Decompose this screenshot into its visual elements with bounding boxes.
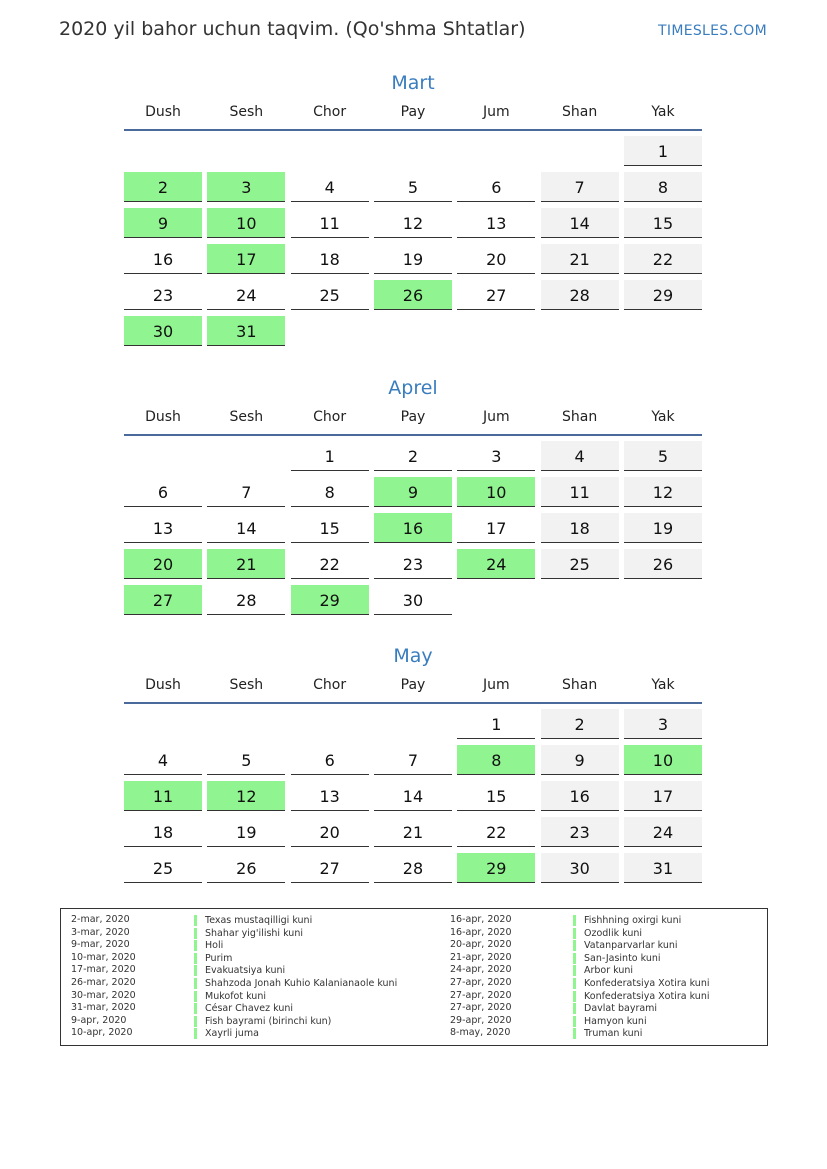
month-may (124, 642, 702, 889)
holiday-name: Fish bayrami (birinchi kun) (194, 1016, 331, 1027)
day-cell: 14 (374, 781, 452, 811)
day-cell: 5 (374, 172, 452, 202)
holiday-name: César Chavez kuni (194, 1003, 293, 1014)
week-row (124, 477, 702, 513)
holiday-date: 9-mar, 2020 (71, 939, 130, 951)
holiday-name: Xayrli juma (194, 1028, 259, 1039)
day-cell: 18 (541, 513, 619, 543)
page-title: 2020 yil bahor uchun taqvim. (Qo'shma Shtatlar) (59, 18, 526, 40)
holiday-date: 26-mar, 2020 (71, 976, 136, 988)
day-cell: 26 (207, 853, 285, 883)
day-cell: 10 (624, 745, 702, 775)
week-row (124, 280, 702, 316)
day-cell: 26 (374, 280, 452, 310)
empty-cell (624, 585, 702, 615)
day-cell: 10 (457, 477, 535, 507)
day-cell: 19 (624, 513, 702, 543)
day-cell: 21 (541, 244, 619, 274)
day-cell: 4 (124, 745, 202, 775)
empty-cell (624, 316, 702, 346)
day-cell: 18 (291, 244, 369, 274)
day-cell: 24 (207, 280, 285, 310)
day-cell: 23 (374, 549, 452, 579)
week-row (124, 208, 702, 244)
month-march (124, 69, 702, 352)
week-row (124, 316, 702, 352)
weekday-header (124, 408, 702, 436)
holiday-name: Konfederatsiya Xotira kuni (573, 991, 709, 1002)
holiday-name: Texas mustaqilligi kuni (194, 915, 312, 926)
week-row (124, 441, 702, 477)
holiday-date: 8-may, 2020 (450, 1027, 511, 1039)
day-cell: 28 (207, 585, 285, 615)
empty-cell (291, 316, 369, 346)
empty-cell (374, 316, 452, 346)
day-cell: 16 (124, 244, 202, 274)
empty-cell (291, 136, 369, 166)
week-row (124, 244, 702, 280)
holiday-legend (60, 908, 768, 1046)
holiday-date: 9-apr, 2020 (71, 1014, 127, 1026)
holiday-date: 21-apr, 2020 (450, 951, 512, 963)
day-cell: 17 (207, 244, 285, 274)
holiday-date: 17-mar, 2020 (71, 964, 136, 976)
holiday-name: Truman kuni (573, 1028, 642, 1039)
empty-cell (207, 441, 285, 471)
day-cell: 25 (124, 853, 202, 883)
day-cell: 7 (374, 745, 452, 775)
empty-cell (207, 709, 285, 739)
day-cell: 5 (624, 441, 702, 471)
holiday-date: 10-mar, 2020 (71, 951, 136, 963)
day-cell: 15 (291, 513, 369, 543)
day-cell: 22 (291, 549, 369, 579)
day-cell: 1 (624, 136, 702, 166)
weekday-label: Jum (482, 409, 510, 425)
day-cell: 15 (457, 781, 535, 811)
holiday-date: 16-apr, 2020 (450, 914, 512, 925)
holiday-date: 3-mar, 2020 (71, 926, 130, 938)
day-cell: 3 (207, 172, 285, 202)
weekday-label: Dush (145, 409, 181, 425)
empty-cell (374, 709, 452, 739)
holiday-name: Shahar yig'ilishi kuni (194, 928, 303, 939)
holiday-name: San-Jasinto kuni (573, 953, 661, 964)
day-cell: 8 (624, 172, 702, 202)
week-row (124, 172, 702, 208)
day-cell: 25 (541, 549, 619, 579)
day-cell: 21 (207, 549, 285, 579)
weekday-label: Pay (400, 677, 426, 693)
day-cell: 8 (457, 745, 535, 775)
empty-cell (541, 136, 619, 166)
day-cell: 9 (541, 745, 619, 775)
week-row (124, 585, 702, 621)
day-cell: 11 (291, 208, 369, 238)
weekday-label: Dush (145, 677, 181, 693)
week-row (124, 853, 702, 889)
week-row (124, 709, 702, 745)
week-row (124, 781, 702, 817)
day-cell: 30 (374, 585, 452, 615)
holiday-name: Mukofot kuni (194, 991, 266, 1002)
day-cell: 14 (207, 513, 285, 543)
holiday-date: 31-mar, 2020 (71, 1002, 136, 1014)
day-cell: 2 (374, 441, 452, 471)
day-cell: 2 (124, 172, 202, 202)
month-name: Aprel (388, 377, 438, 399)
day-cell: 9 (374, 477, 452, 507)
month-name: May (393, 645, 433, 667)
day-cell: 6 (291, 745, 369, 775)
weekday-label: Chor (313, 409, 347, 425)
day-cell: 27 (291, 853, 369, 883)
day-cell: 4 (541, 441, 619, 471)
empty-cell (457, 316, 535, 346)
month-name: Mart (391, 72, 435, 94)
day-cell: 14 (541, 208, 619, 238)
weekday-label: Sesh (229, 104, 264, 120)
week-grid (124, 441, 702, 621)
empty-cell (541, 585, 619, 615)
day-cell: 29 (291, 585, 369, 615)
empty-cell (207, 136, 285, 166)
holiday-name: Ozodlik kuni (573, 928, 642, 939)
day-cell: 23 (541, 817, 619, 847)
holiday-date: 27-apr, 2020 (450, 1002, 512, 1014)
brand-link[interactable]: TIMESLES.COM (658, 23, 767, 39)
holiday-name: Vatanparvarlar kuni (573, 940, 678, 951)
day-cell: 3 (624, 709, 702, 739)
day-cell: 10 (207, 208, 285, 238)
empty-cell (457, 585, 535, 615)
day-cell: 6 (457, 172, 535, 202)
week-row (124, 817, 702, 853)
weekday-label: Dush (145, 104, 181, 120)
weekday-label: Pay (400, 409, 426, 425)
day-cell: 21 (374, 817, 452, 847)
empty-cell (124, 136, 202, 166)
day-cell: 28 (541, 280, 619, 310)
day-cell: 24 (457, 549, 535, 579)
empty-cell (291, 709, 369, 739)
day-cell: 20 (457, 244, 535, 274)
weekday-label: Jum (482, 104, 510, 120)
weekday-label: Sesh (229, 409, 264, 425)
holiday-date: 29-apr, 2020 (450, 1014, 512, 1026)
holiday-name: Arbor kuni (573, 965, 633, 976)
weekday-header (124, 676, 702, 704)
week-row (124, 136, 702, 172)
week-row (124, 513, 702, 549)
holiday-name: Holi (194, 940, 223, 951)
day-cell: 13 (291, 781, 369, 811)
day-cell: 17 (624, 781, 702, 811)
day-cell: 1 (291, 441, 369, 471)
day-cell: 9 (124, 208, 202, 238)
day-cell: 28 (374, 853, 452, 883)
day-cell: 30 (541, 853, 619, 883)
holiday-name: Evakuatsiya kuni (194, 965, 285, 976)
holiday-date: 24-apr, 2020 (450, 964, 512, 976)
day-cell: 12 (207, 781, 285, 811)
weekday-label: Shan (562, 677, 598, 693)
weekday-header (124, 103, 702, 131)
holiday-date: 2-mar, 2020 (71, 914, 130, 925)
day-cell: 2 (541, 709, 619, 739)
day-cell: 30 (124, 316, 202, 346)
empty-cell (124, 709, 202, 739)
day-cell: 18 (124, 817, 202, 847)
day-cell: 22 (624, 244, 702, 274)
day-cell: 16 (374, 513, 452, 543)
day-cell: 7 (541, 172, 619, 202)
weekday-label: Shan (562, 104, 598, 120)
day-cell: 23 (124, 280, 202, 310)
weekday-label: Yak (651, 409, 675, 425)
day-cell: 15 (624, 208, 702, 238)
day-cell: 29 (624, 280, 702, 310)
day-cell: 3 (457, 441, 535, 471)
day-cell: 20 (291, 817, 369, 847)
day-cell: 20 (124, 549, 202, 579)
day-cell: 24 (624, 817, 702, 847)
empty-cell (541, 316, 619, 346)
holiday-name: Hamyon kuni (573, 1016, 647, 1027)
weekday-label: Jum (482, 677, 510, 693)
weekday-label: Yak (651, 677, 675, 693)
day-cell: 22 (457, 817, 535, 847)
day-cell: 16 (541, 781, 619, 811)
day-cell: 13 (124, 513, 202, 543)
month-april (124, 374, 702, 621)
weekday-label: Pay (400, 104, 426, 120)
weekday-label: Chor (313, 104, 347, 120)
day-cell: 25 (291, 280, 369, 310)
holiday-name: Shahzoda Jonah Kuhio Kalanianaole kuni (194, 978, 397, 989)
day-cell: 13 (457, 208, 535, 238)
day-cell: 8 (291, 477, 369, 507)
weekday-label: Sesh (229, 677, 264, 693)
day-cell: 4 (291, 172, 369, 202)
week-grid (124, 136, 702, 352)
day-cell: 27 (457, 280, 535, 310)
week-grid (124, 709, 702, 889)
holiday-date: 27-apr, 2020 (450, 989, 512, 1001)
empty-cell (457, 136, 535, 166)
day-cell: 19 (207, 817, 285, 847)
holiday-name: Fishhning oxirgi kuni (573, 915, 681, 926)
holiday-name: Konfederatsiya Xotira kuni (573, 978, 709, 989)
holiday-date: 16-apr, 2020 (450, 926, 512, 938)
day-cell: 6 (124, 477, 202, 507)
holiday-date: 27-apr, 2020 (450, 976, 512, 988)
day-cell: 1 (457, 709, 535, 739)
holiday-name: Purim (194, 953, 232, 964)
holiday-date: 10-apr, 2020 (71, 1027, 133, 1039)
week-row (124, 549, 702, 585)
empty-cell (374, 136, 452, 166)
day-cell: 7 (207, 477, 285, 507)
day-cell: 29 (457, 853, 535, 883)
day-cell: 19 (374, 244, 452, 274)
weekday-label: Yak (651, 104, 675, 120)
day-cell: 17 (457, 513, 535, 543)
weekday-label: Chor (313, 677, 347, 693)
day-cell: 31 (207, 316, 285, 346)
empty-cell (124, 441, 202, 471)
day-cell: 11 (541, 477, 619, 507)
week-row (124, 745, 702, 781)
day-cell: 26 (624, 549, 702, 579)
day-cell: 11 (124, 781, 202, 811)
weekday-label: Shan (562, 409, 598, 425)
day-cell: 31 (624, 853, 702, 883)
holiday-date: 20-apr, 2020 (450, 939, 512, 951)
holiday-date: 30-mar, 2020 (71, 989, 136, 1001)
day-cell: 5 (207, 745, 285, 775)
day-cell: 12 (624, 477, 702, 507)
day-cell: 27 (124, 585, 202, 615)
day-cell: 12 (374, 208, 452, 238)
holiday-name: Davlat bayrami (573, 1003, 657, 1014)
